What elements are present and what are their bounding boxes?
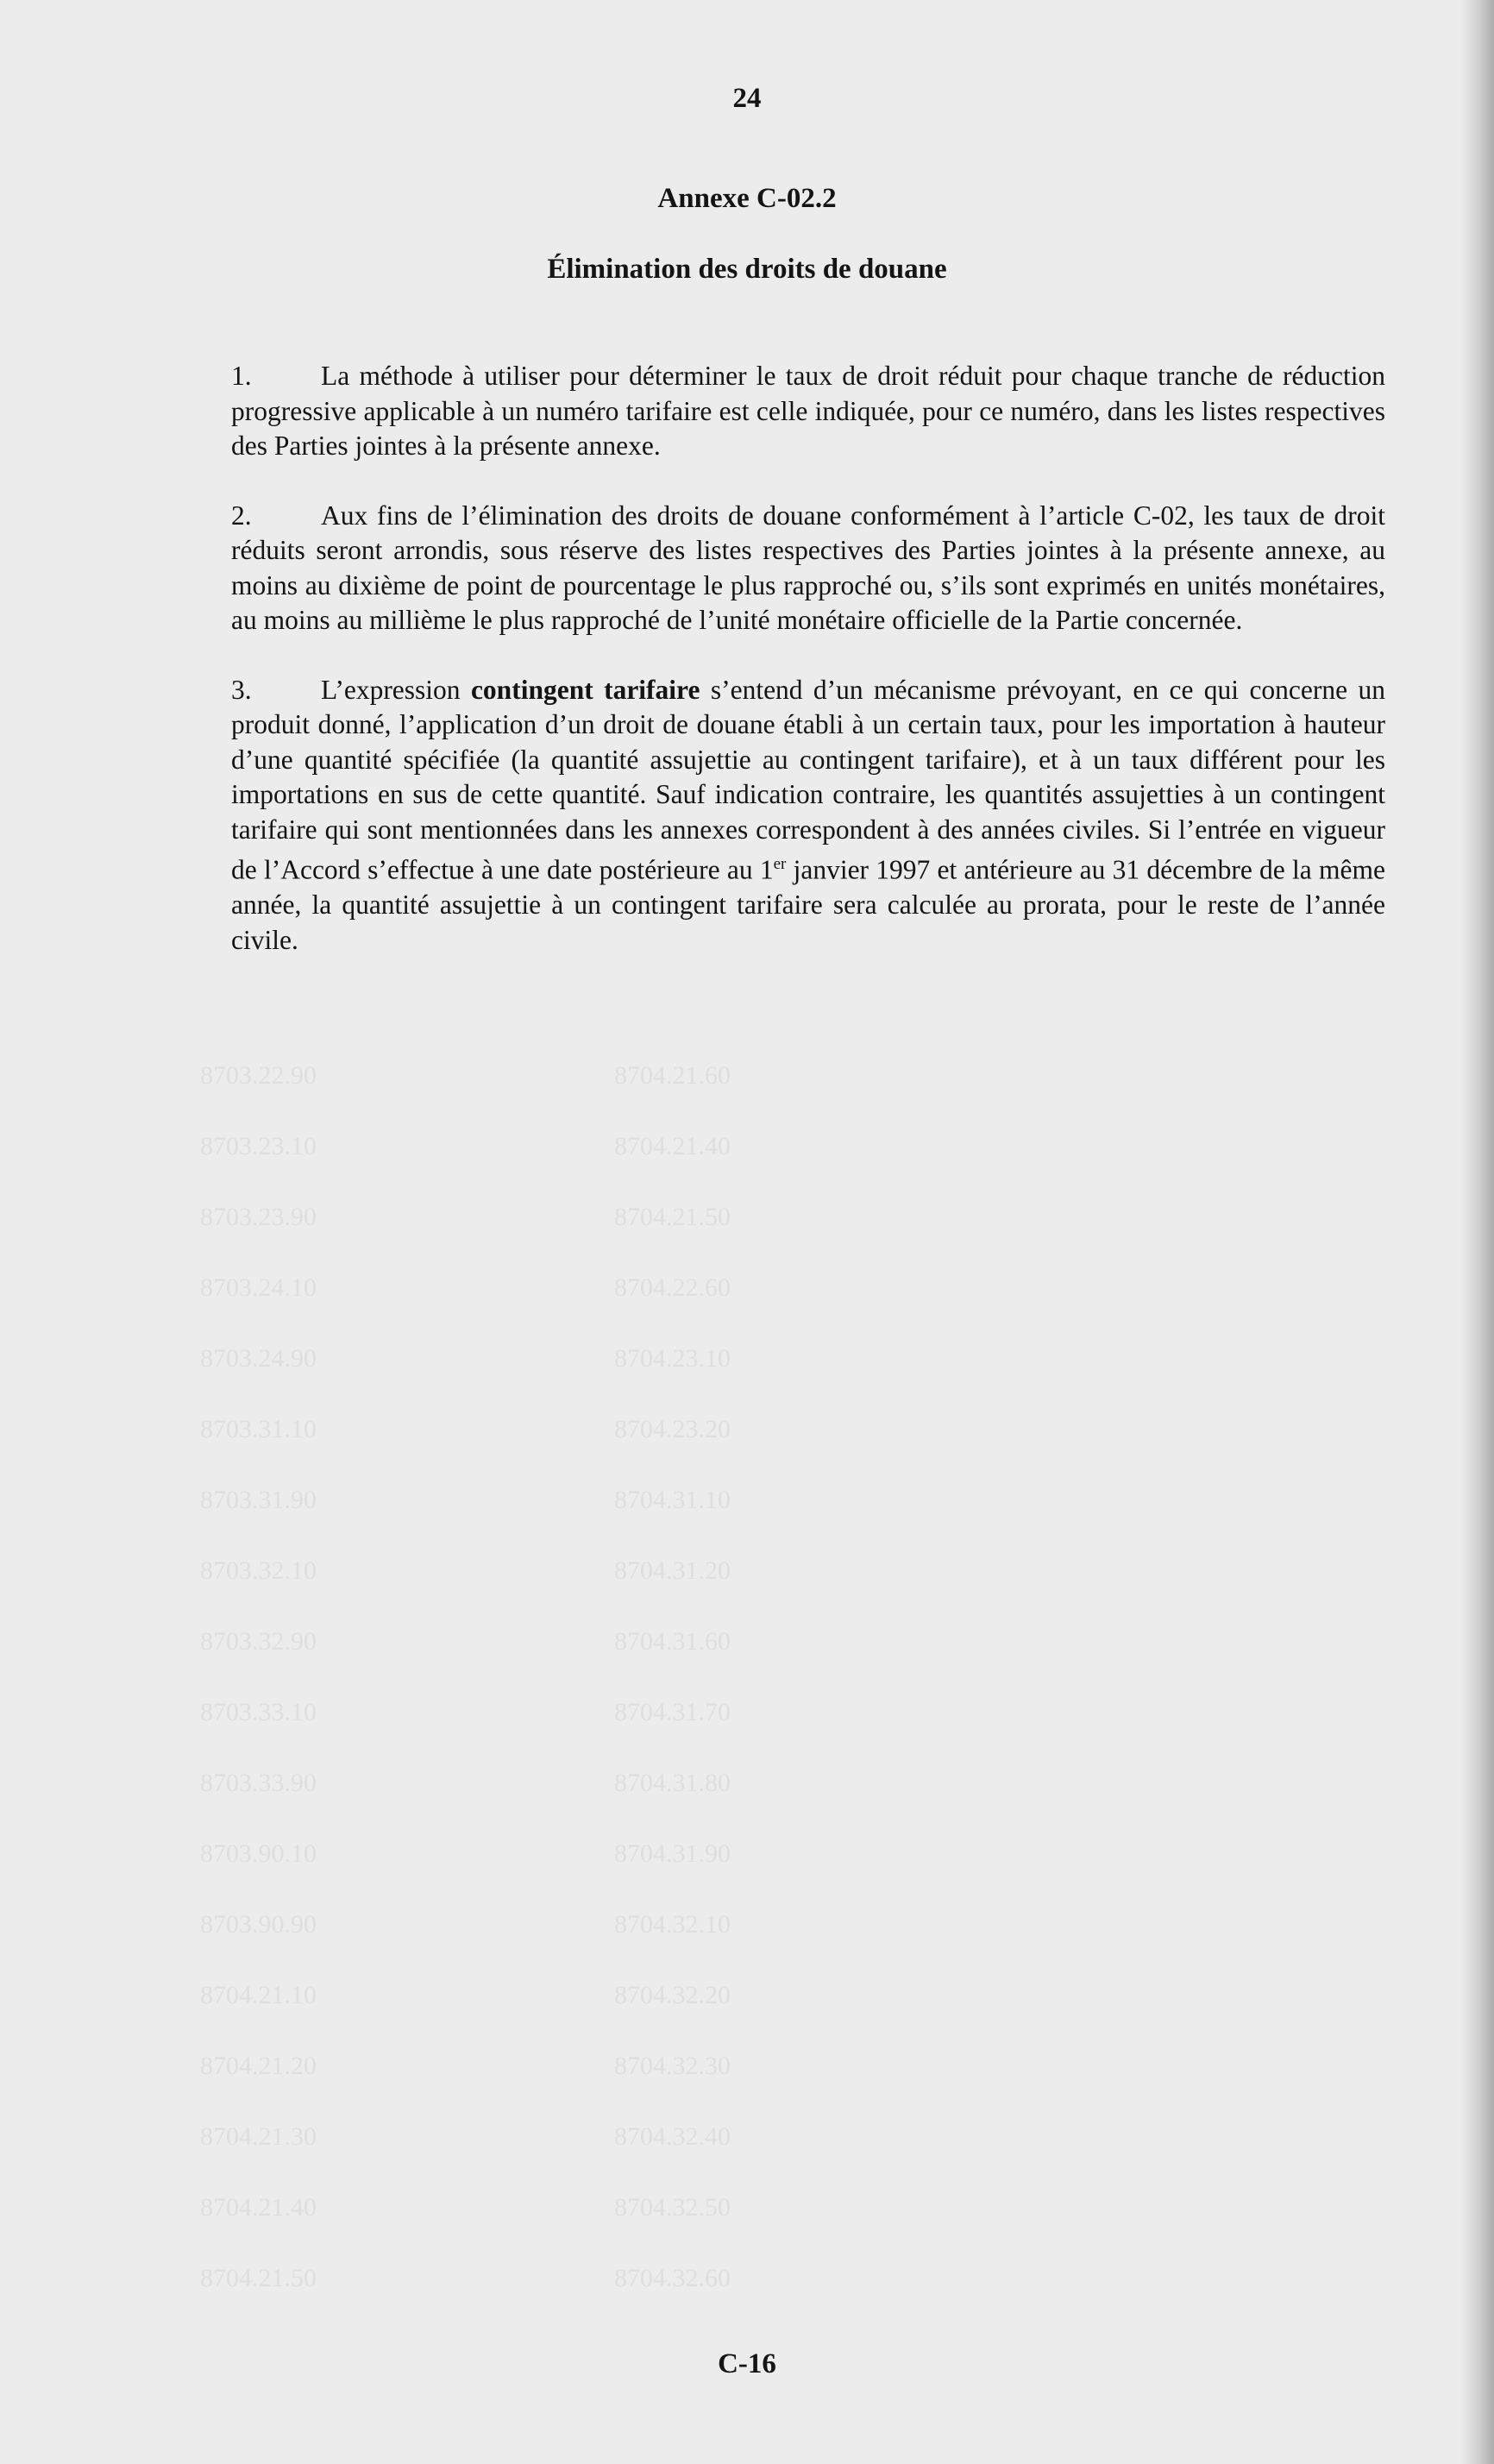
- bleed-through-text: 8703.32.10: [200, 1556, 317, 1585]
- document-body: [231, 359, 1385, 992]
- bleed-through-text: 8704.21.50: [614, 1203, 731, 1231]
- section-title: Élimination des droits de douane: [547, 254, 947, 285]
- bleed-through-text: 8704.22.60: [614, 1273, 731, 1302]
- bleed-through-text: 8704.23.10: [614, 1344, 731, 1373]
- paragraph-3: [231, 673, 1385, 959]
- ordinal-superscript: er: [773, 855, 787, 873]
- bleed-through-text: 8704.32.40: [614, 2122, 731, 2151]
- bleed-through-text: 8704.23.20: [614, 1415, 731, 1443]
- bleed-through-text: 8704.31.10: [614, 1486, 731, 1514]
- bleed-through-text: 8703.31.90: [200, 1486, 317, 1514]
- bleed-through-text: 8704.21.20: [200, 2052, 317, 2080]
- bleed-through-text: 8704.21.40: [200, 2193, 317, 2222]
- bleed-through-text: 8704.21.10: [200, 1981, 317, 2009]
- bleed-through-text: 8704.32.60: [614, 2264, 731, 2292]
- paragraph-number: 2.: [231, 500, 252, 531]
- paragraph-text: Aux fins de l’élimination des droits de douane conformément à l’article C-02, les taux de droit réduits seront arrondis, sous réserve des listes respectives des Parties jointes à la présente annexe, au moins au dixième de point de pourcentage le plus rapproché ou, s’ils sont exprimés en unités monétaires, au moins au millième le plus rapproché de l’unité monétaire officielle de la Partie concernée.: [231, 500, 1385, 635]
- bleed-through-text: 8703.31.10: [200, 1415, 317, 1443]
- bleed-through-text: 8703.32.90: [200, 1627, 317, 1656]
- bleed-through-text: 8704.31.80: [614, 1769, 731, 1797]
- defined-term: contingent tarifaire: [470, 674, 700, 705]
- bleed-through-text: 8704.21.30: [200, 2122, 317, 2151]
- bleed-through-text: 8704.32.10: [614, 1910, 731, 1939]
- bleed-through-text: 8704.31.60: [614, 1627, 731, 1656]
- paragraph-2: [231, 499, 1385, 638]
- paragraph-text: La méthode à utiliser pour déterminer le taux de droit réduit pour chaque tranche de réduction progressive applicable à un numéro tarifaire est celle indiquée, pour ce numéro, dans les listes respectives des Parties jointes à la présente annexe.: [231, 361, 1385, 461]
- paragraph-text: s’entend d’un mécanisme prévoyant, en ce qui concerne un produit donné, l’application d’un droit de douane établi à un certain taux, pour les importation à hauteur d’une quantité spécifiée (la quantité assujettie au contingent tarifaire), et à un taux différent pour les importations en sus de cette quantité. Sauf indication contraire, les quantités assujetties à un contingent tarifaire qui sont mentionnées dans les annexes correspondent à des années civiles. Si l’entrée en vigueur de l’Accord s’effectue à une date postérieure au 1: [231, 674, 1385, 885]
- footer-page-reference: C-16: [718, 2348, 776, 2379]
- bleed-through-text: 8704.32.30: [614, 2052, 731, 2080]
- bleed-through-text: 8704.31.90: [614, 1839, 731, 1868]
- bleed-through-text: 8703.23.90: [200, 1203, 317, 1231]
- annex-title: Annexe C-02.2: [657, 183, 837, 214]
- page-edge-shadow: [1461, 0, 1494, 2464]
- bleed-through-text: 8704.32.50: [614, 2193, 731, 2222]
- paragraph-number: 3.: [231, 674, 252, 705]
- bleed-through-text: 8703.23.10: [200, 1132, 317, 1160]
- page-number: 24: [732, 83, 762, 114]
- bleed-through-text: 8703.24.90: [200, 1344, 317, 1373]
- paragraph-1: [231, 359, 1385, 464]
- bleed-through-text: 8704.31.20: [614, 1556, 731, 1585]
- bleed-through-text: 8703.33.10: [200, 1698, 317, 1726]
- bleed-through-text: 8704.21.50: [200, 2264, 317, 2292]
- paragraph-text-lead: L’expression: [321, 674, 471, 705]
- bleed-through-text: 8703.33.90: [200, 1769, 317, 1797]
- paragraph-text-tail: janvier 1997 et antérieure au 31 décembre de la même année, la quantité assujettie à un contingent tarifaire sera calculée au prorata, pour le reste de l’année civile.: [231, 854, 1385, 955]
- bleed-through-text: 8703.90.10: [200, 1839, 317, 1868]
- bleed-through-text: 8704.21.60: [614, 1061, 731, 1090]
- bleed-through-text: 8704.21.40: [614, 1132, 731, 1160]
- bleed-through-text: 8704.31.70: [614, 1698, 731, 1726]
- bleed-through-text: 8704.32.20: [614, 1981, 731, 2009]
- paragraph-number: 1.: [231, 361, 252, 391]
- bleed-through-text: 8703.90.90: [200, 1910, 317, 1939]
- bleed-through-text: 8703.24.10: [200, 1273, 317, 1302]
- bleed-through-text: 8703.22.90: [200, 1061, 317, 1090]
